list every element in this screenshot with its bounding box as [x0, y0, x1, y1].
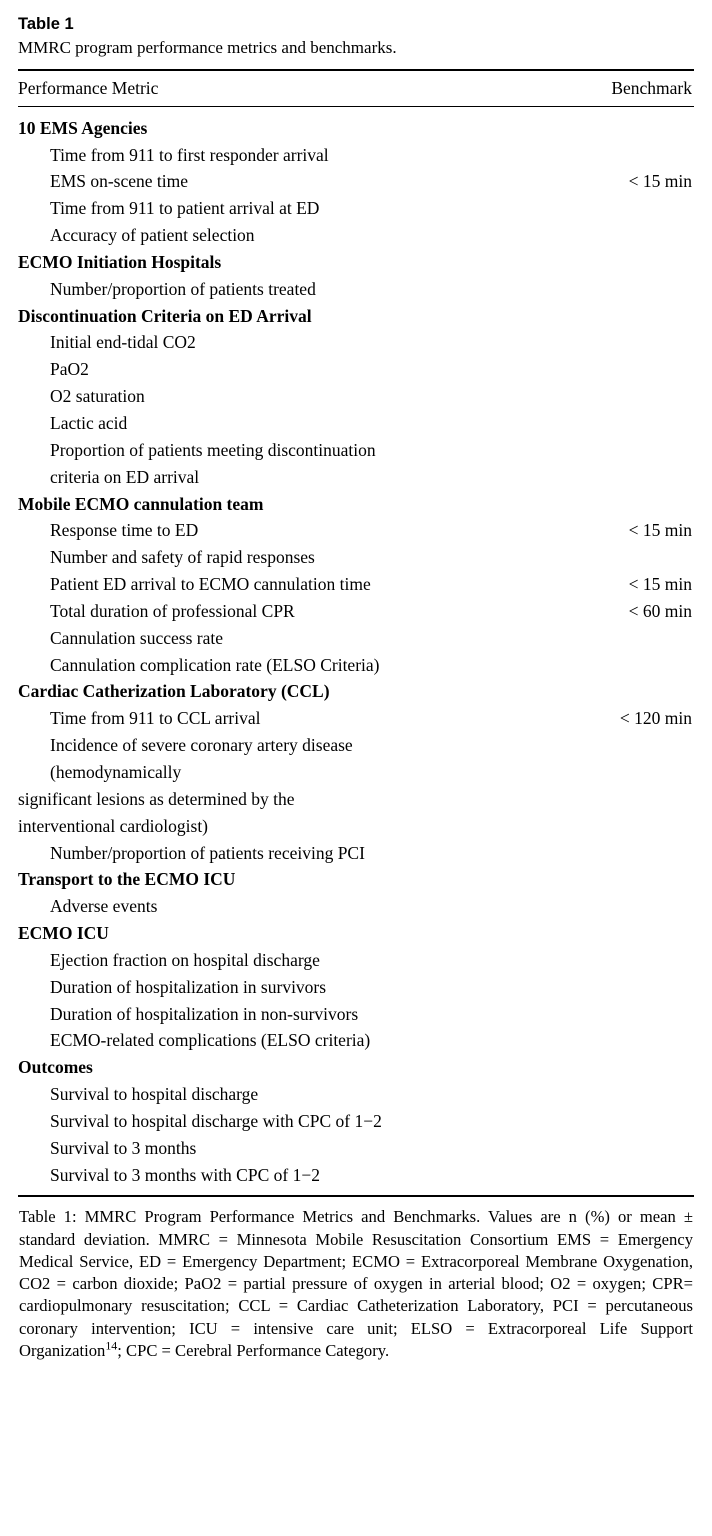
metric-cell: O2 saturation [50, 386, 145, 407]
table-number-label: Table 1 [18, 15, 74, 33]
metric-cell: Discontinuation Criteria on ED Arrival [18, 305, 312, 326]
benchmark-cell [572, 1135, 694, 1162]
benchmark-cell [572, 329, 694, 356]
table-row [18, 168, 694, 195]
table-row [18, 571, 694, 598]
metric-cell: Duration of hospitalization in non-survivors [50, 1003, 359, 1024]
benchmark-cell [572, 491, 694, 518]
benchmark-cell [572, 866, 694, 893]
table-row [18, 464, 694, 491]
benchmark-cell [572, 1162, 694, 1196]
metric-cell: Initial end-tidal CO2 [50, 332, 196, 353]
table-row [18, 705, 694, 732]
performance-metrics-table [18, 69, 694, 1196]
table-row [18, 732, 694, 759]
table-row [18, 1108, 694, 1135]
benchmark-cell [572, 410, 694, 437]
metric-cell: Response time to ED [50, 520, 199, 541]
metric-cell: Outcomes [18, 1057, 93, 1078]
metric-cell: Survival to 3 months with CPC of 1−2 [50, 1164, 320, 1185]
table-row [18, 974, 694, 1001]
table-row [18, 195, 694, 222]
footnote-reference-marker: 14 [105, 1338, 118, 1353]
table-footnote [18, 1206, 694, 1362]
metric-cell: Duration of hospitalization in survivors [50, 976, 327, 997]
table-row [18, 1135, 694, 1162]
benchmark-cell [572, 106, 694, 141]
metric-cell: Number/proportion of patients receiving PCI [50, 842, 365, 863]
table-row [18, 813, 694, 840]
metric-cell: Time from 911 to first responder arrival [50, 144, 329, 165]
table-row [18, 786, 694, 813]
table-row [18, 222, 694, 249]
table-header [18, 70, 694, 107]
table-group-row [18, 920, 694, 947]
metric-cell: PaO2 [50, 359, 89, 380]
metric-cell: Number/proportion of patients treated [50, 278, 316, 299]
metric-cell: ECMO-related complications (ELSO criteria) [50, 1030, 371, 1051]
table-group-row [18, 491, 694, 518]
metric-cell: Incidence of severe coronary artery disease [50, 735, 353, 756]
table-row [18, 625, 694, 652]
metric-cell: Time from 911 to CCL arrival [50, 708, 261, 729]
benchmark-cell [572, 142, 694, 169]
table-group-row [18, 249, 694, 276]
column-header-metric: Performance Metric [18, 70, 572, 107]
metric-cell: Cannulation success rate [50, 627, 224, 648]
footnote-text-main: Table 1: MMRC Program Performance Metrics and Benchmarks. Values are n (%) or mean ± standard deviation. MMRC = Minnesota Mobile Resuscitation Consortium EMS = Emergency Medical Service, ED = Emergency Department; ECMO = Extracorporeal Membrane Oxygenation, CO2 = carbon dioxide; PaO2 = partial pressure of oxygen in arterial blood; O2 = oxygen; CPR= cardiopulmonary resuscitation; CCL = Cardiac Catheterization Laboratory, PCI = percutaneous coronary intervention; ICU = intensive care unit; ELSO = Extracorporeal Life Support Organization [19, 1207, 693, 1360]
benchmark-cell [572, 652, 694, 679]
table-row [18, 329, 694, 356]
benchmark-cell [572, 786, 694, 813]
benchmark-cell [572, 276, 694, 303]
benchmark-cell [572, 1001, 694, 1028]
metric-cell: Mobile ECMO cannulation team [18, 493, 264, 514]
table-row [18, 840, 694, 867]
table-header-row [18, 70, 694, 107]
table-row [18, 356, 694, 383]
benchmark-cell [572, 813, 694, 840]
table-bottom-rule [18, 1195, 694, 1197]
benchmark-cell: < 15 min [628, 520, 692, 541]
metric-cell: ECMO Initiation Hospitals [18, 251, 222, 272]
benchmark-cell [572, 732, 694, 759]
table-row [18, 1162, 694, 1196]
metric-cell: EMS on-scene time [50, 171, 189, 192]
benchmark-cell [572, 464, 694, 491]
benchmark-cell [572, 544, 694, 571]
metric-cell: Survival to 3 months [50, 1137, 197, 1158]
metric-cell: ECMO ICU [18, 923, 109, 944]
table-group-row [18, 1054, 694, 1081]
metric-cell: Patient ED arrival to ECMO cannulation time [50, 574, 371, 595]
benchmark-cell [572, 1054, 694, 1081]
table-group-row [18, 303, 694, 330]
metric-cell: Cardiac Catherization Laboratory (CCL) [18, 681, 330, 702]
table-row [18, 893, 694, 920]
benchmark-cell [572, 625, 694, 652]
metric-cell: interventional cardiologist) [18, 815, 209, 836]
metric-cell: Survival to hospital discharge [50, 1084, 259, 1105]
benchmark-cell [572, 383, 694, 410]
benchmark-cell [572, 920, 694, 947]
table-caption-top: MMRC program performance metrics and benchmarks. [18, 37, 397, 57]
metric-cell: Survival to hospital discharge with CPC of 1−2 [50, 1110, 382, 1131]
table-row [18, 1081, 694, 1108]
benchmark-cell: < 60 min [628, 600, 692, 621]
metric-cell: Proportion of patients meeting discontinuation [50, 439, 376, 460]
benchmark-cell [572, 893, 694, 920]
metric-cell: Ejection fraction on hospital discharge [50, 949, 320, 970]
benchmark-cell [572, 1027, 694, 1054]
table-row [18, 598, 694, 625]
table-row [18, 276, 694, 303]
table-row [18, 759, 694, 786]
table-row [18, 383, 694, 410]
benchmark-cell [572, 974, 694, 1001]
benchmark-cell: < 15 min [628, 171, 692, 192]
metric-cell: criteria on ED arrival [50, 466, 200, 487]
table-row [18, 142, 694, 169]
benchmark-cell [572, 195, 694, 222]
benchmark-cell [572, 356, 694, 383]
table-row [18, 544, 694, 571]
table-group-row [18, 106, 694, 141]
benchmark-cell [572, 222, 694, 249]
benchmark-cell [572, 249, 694, 276]
table-row [18, 1001, 694, 1028]
metric-cell: Number and safety of rapid responses [50, 547, 315, 568]
benchmark-cell: < 15 min [628, 574, 692, 595]
benchmark-cell [572, 1081, 694, 1108]
metric-cell: Accuracy of patient selection [50, 225, 255, 246]
metric-cell: (hemodynamically [50, 761, 182, 782]
table-row [18, 410, 694, 437]
metric-cell: Time from 911 to patient arrival at ED [50, 198, 320, 219]
table-row [18, 437, 694, 464]
benchmark-cell [572, 678, 694, 705]
metric-cell: Lactic acid [50, 413, 128, 433]
table-group-row [18, 678, 694, 705]
benchmark-cell [572, 437, 694, 464]
table-row [18, 947, 694, 974]
benchmark-cell [572, 840, 694, 867]
metric-cell: significant lesions as determined by the [18, 788, 295, 809]
table-group-row [18, 866, 694, 893]
metric-cell: Cannulation complication rate (ELSO Criteria) [50, 654, 380, 675]
metric-cell: Total duration of professional CPR [50, 600, 295, 621]
table-body [18, 106, 694, 1195]
table-row [18, 652, 694, 679]
metric-cell: 10 EMS Agencies [18, 117, 148, 138]
footnote-text-tail: ; CPC = Cerebral Performance Category. [117, 1340, 390, 1360]
benchmark-cell [572, 947, 694, 974]
table-row [18, 1027, 694, 1054]
column-header-benchmark: Benchmark [572, 70, 694, 107]
benchmark-cell [572, 1108, 694, 1135]
metric-cell: Transport to the ECMO ICU [18, 869, 236, 890]
table-row [18, 517, 694, 544]
metric-cell: Adverse events [50, 896, 158, 917]
benchmark-cell: < 120 min [619, 708, 692, 729]
benchmark-cell [572, 759, 694, 786]
benchmark-cell [572, 303, 694, 330]
